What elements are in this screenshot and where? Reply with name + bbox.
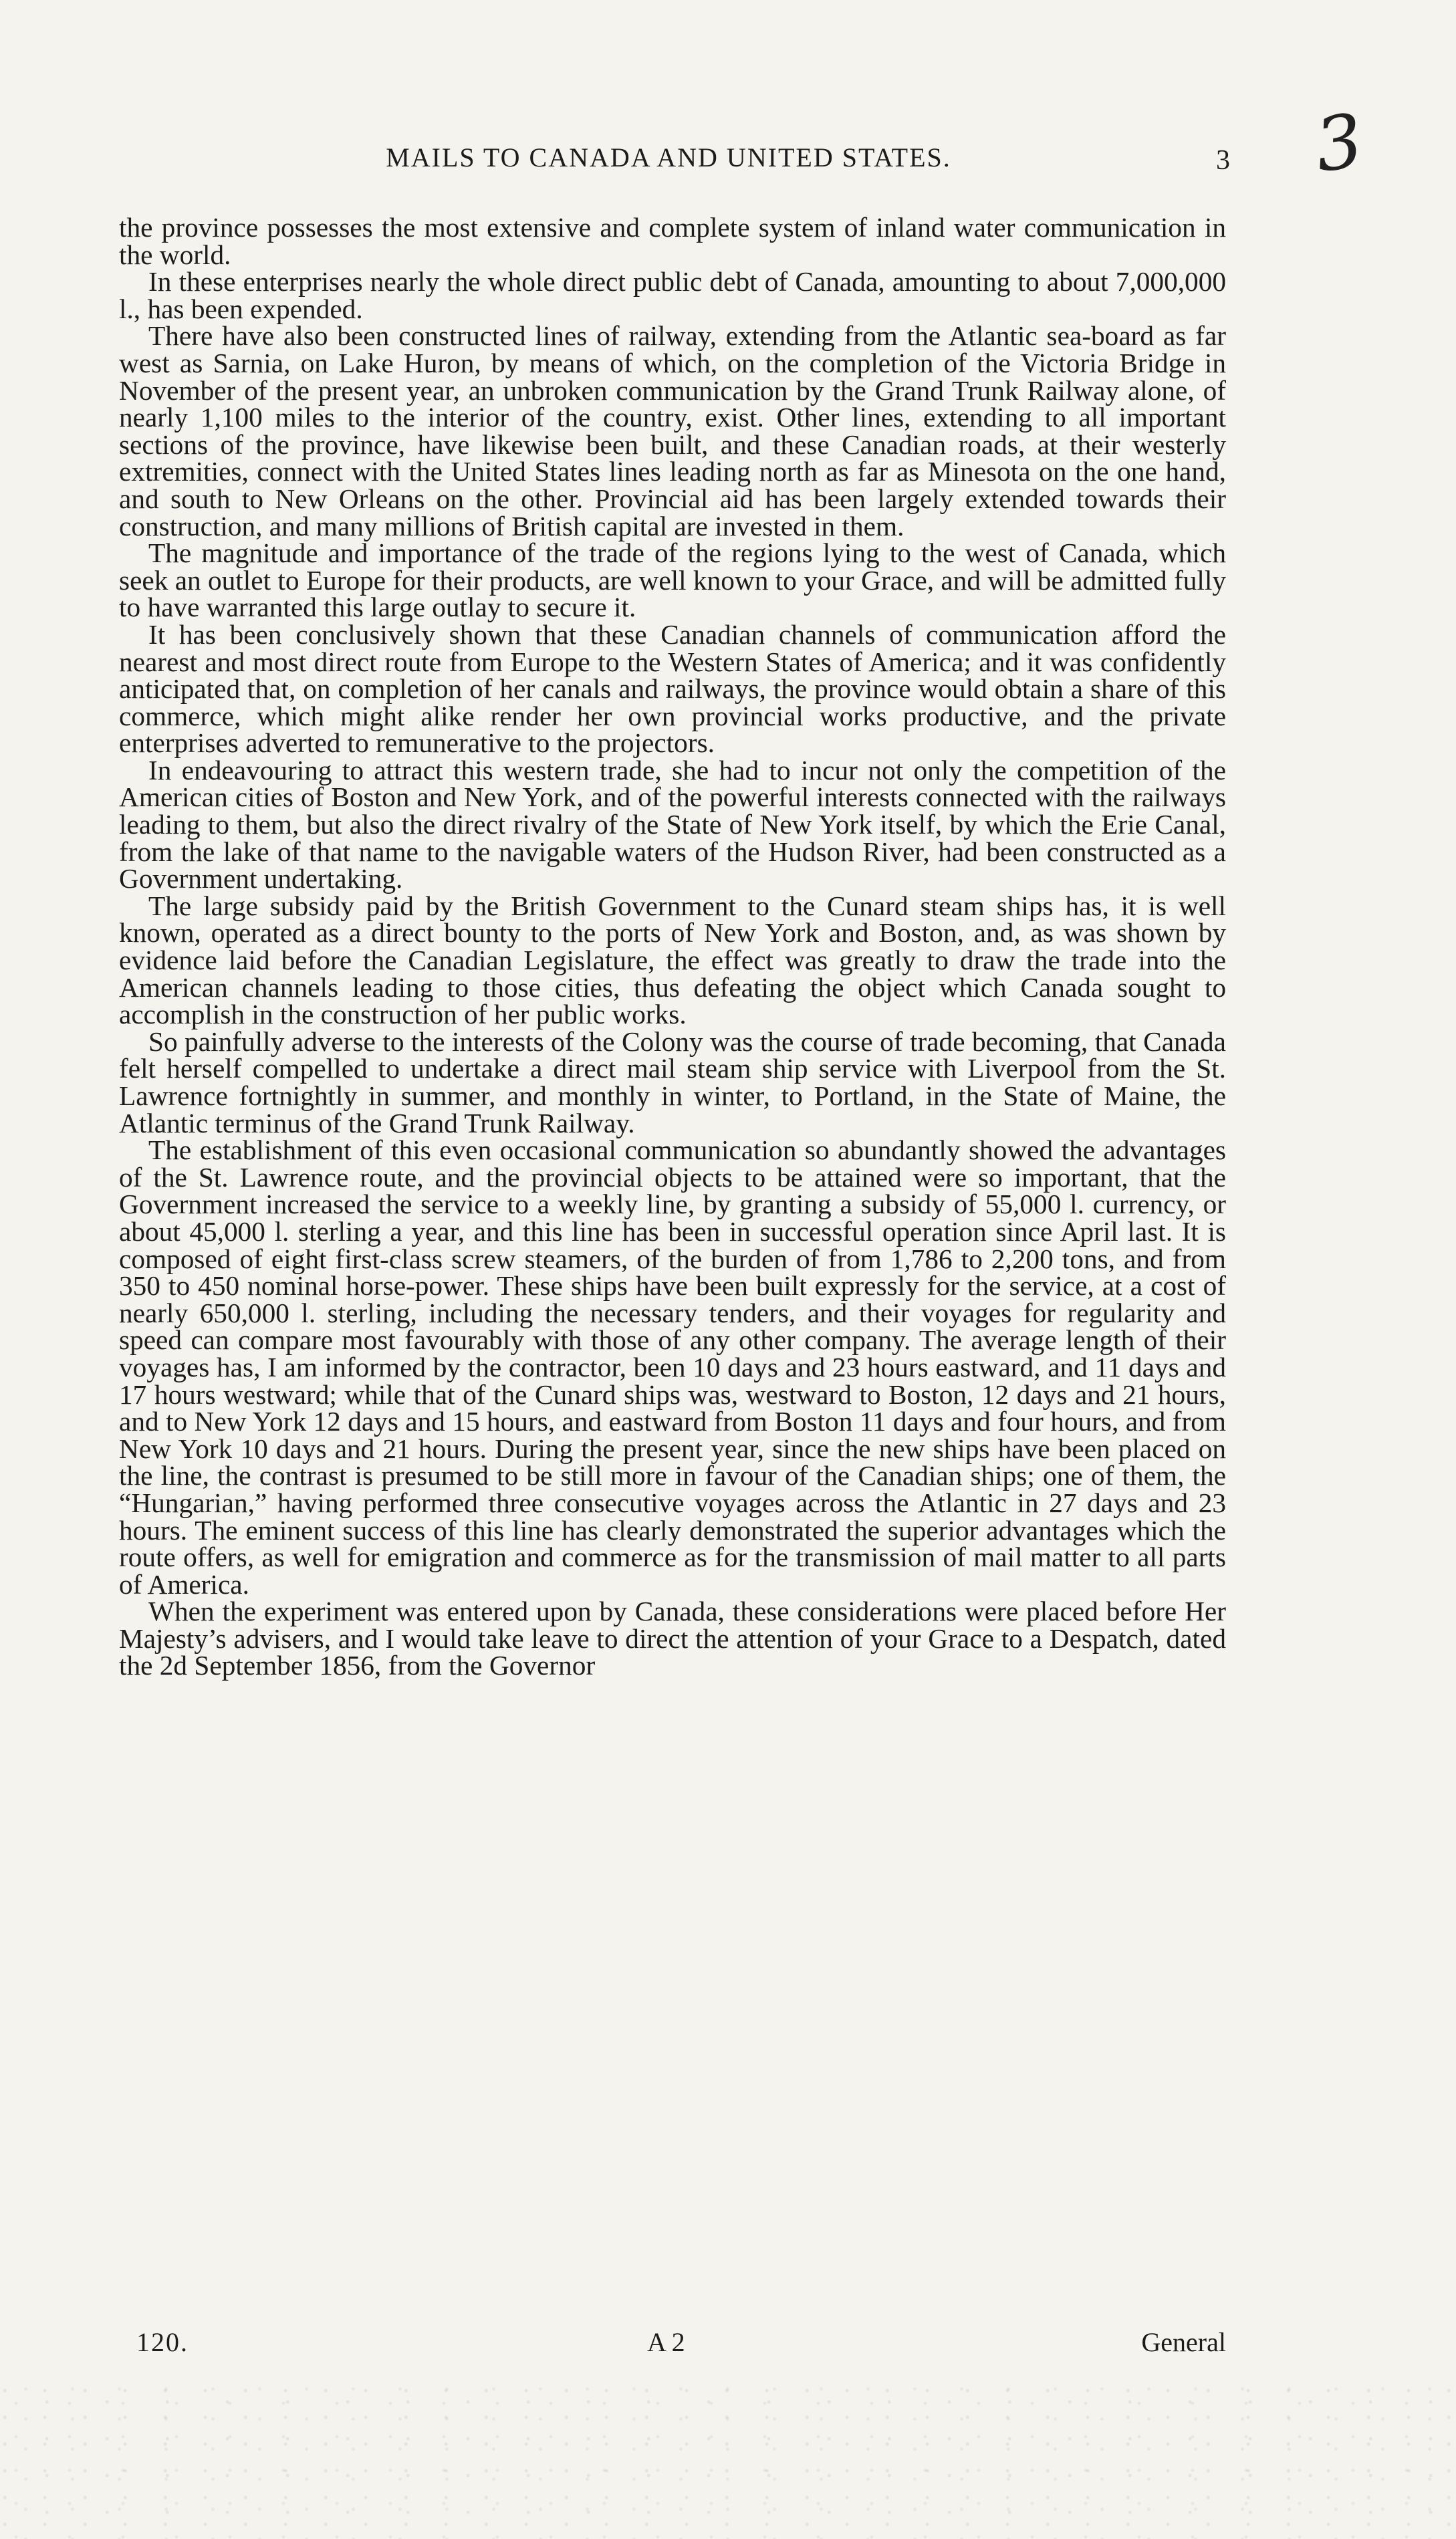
handwritten-folio-number: 3 (1310, 97, 1368, 189)
paragraph: The establishment of this even occasional communication so abundantly showed the advantages of the St. Lawrence route, and the provincial objects to be attained were so important, that the Government increased the service to a weekly line, by granting a subsidy of 55,000 l. currency, or about 45,000 l. sterling a year, and this line has been in successful operation since April last. It is composed of eight first-class screw steamers, of the burden of from 1,786 to 2,200 tons, and from 350 to 450 nominal horse-power. These ships have been built expressly for the service, at a cost of nearly 650,000 l. sterling, including the necessary tenders, and their voyages for regularity and speed can compare most favourably with those of any other company. The average length of their voyages has, I am informed by the contractor, been 10 days and 23 hours eastward, and 11 days and 17 hours westward; while that of the Cunard ships was, westward to Boston, 12 days and 21 hours, and to New York 12 days and 15 hours, and eastward from Boston 11 days and four hours, and from New York 10 days and 21 hours. During the present year, since the new ships have been placed on the line, the contrast is presumed to be still more in favour of the Canadian ships; one of them, the “Hungarian,” having performed three consecutive voyages across the Atlantic in 27 days and 23 hours. The eminent success of this line has clearly demonstrated the superior advantages which the route offers, as well for emigration and commerce as for the transmission of mail matter to all parts of America. (119, 1134, 1226, 1600)
catchword: General (1141, 2327, 1226, 2357)
paragraph: In these enterprises nearly the whole direct public debt of Canada, amounting to about 7,000,000 l., has been expended. (119, 266, 1226, 324)
paragraph: In endeavouring to attract this western trade, she had to incur not only the competition of the American cities of Boston and New York, and of the powerful interests connected with the railways leading to them, but also the direct rivalry of the State of New York itself, by which the Erie Canal, from the lake of that name to the navigable waters of the Hudson River, had been constructed as a Government undertaking. (119, 754, 1226, 894)
paragraph: When the experiment was entered upon by Canada, these considerations were placed before Her Majesty’s advisers, and I would take leave to direct the attention of your Grace to a Despatch, dated the 2d September 1856, from the Governor (119, 1596, 1226, 1681)
paragraph: The large subsidy paid by the British Government to the Cunard steam ships has, it is well known, operated as a direct bounty to the ports of New York and Boston, and, as was shown by evidence laid before the Canadian Legislature, the effect was greatly to draw the trade into the American channels leading to those cities, thus defeating the object which Canada sought to accomplish in the construction of her public works. (119, 890, 1226, 1030)
sheet-signature-mark: A 2 (647, 2327, 685, 2357)
paragraph: It has been conclusively shown that these Canadian channels of communication afford the nearest and most direct route from Europe to the Western States of America; and it was confidently anticipated that, on completion of her canals and railways, the province would obtain a share of this commerce, which might alike render her own provincial works productive, and the private enterprises adverted to remunerative to the projectors. (119, 618, 1226, 759)
running-title: MAILS TO CANADA AND UNITED STATES. (386, 142, 951, 172)
page-footer (119, 2326, 1226, 2360)
scan-noise (0, 2380, 1456, 2539)
page-number: 3 (1216, 145, 1230, 176)
paragraph: So painfully adverse to the interests of the Colony was the course of trade becoming, that Canada felt herself compelled to undertake a direct mail steam ship service with Liverpool from the St. Lawrence fortnightly in summer, and monthly in winter, to Portland, in the State of Maine, the Atlantic terminus of the Grand Trunk Railway. (119, 1025, 1226, 1138)
body-text (119, 214, 1226, 1679)
paragraph: the province possesses the most extensive and complete system of inland water communication in the world. (119, 212, 1226, 270)
paragraph: There have also been constructed lines of railway, extending from the Atlantic sea-board as far west as Sarnia, on Lake Huron, by means of which, on the completion of the Victoria Bridge in November of the present year, an unbroken communication by the Grand Trunk Railway alone, of nearly 1,100 miles to the interior of the country, exist. Other lines, extending to all important sections of the province, have likewise been built, and these Canadian roads, at their westerly extremities, connect with the United States lines leading north as far as Minesota on the one hand, and south to New Orleans on the other. Provincial aid has been largely extended towards their construction, and many millions of British capital are invested in them. (119, 320, 1226, 541)
paragraph: The magnitude and importance of the trade of the regions lying to the west of Canada, which seek an outlet to Europe for their products, are well known to your Grace, and will be admitted fully to have warranted this large outlay to secure it. (119, 537, 1226, 623)
running-head (114, 142, 1230, 189)
document-number: 120. (136, 2327, 189, 2357)
